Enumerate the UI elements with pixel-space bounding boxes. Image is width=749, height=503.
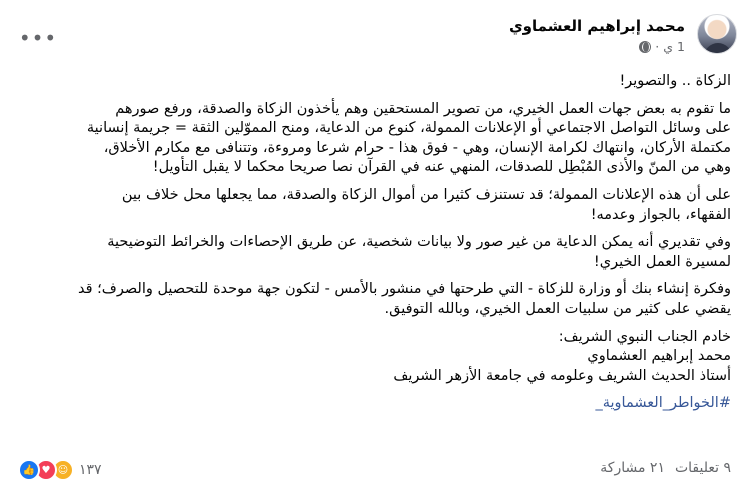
post-paragraph xyxy=(14,186,731,225)
post-content xyxy=(14,72,731,422)
comments-count[interactable]: ٩ تعليقات xyxy=(674,460,731,476)
post-line: على وسائل التواصل الاجتماعي أو الإعلانات الممولة، كنوع من الدعاية، ومنح المموّلين الثقة = جريمة إنسانية xyxy=(86,120,731,137)
post-line: وفكرة إنشاء بنك أو وزارة للزكاة - التي طرحتها في منشور بالأمس - لتكون جهة موحدة للتحصيل والصرف؛ قد xyxy=(78,281,731,298)
post-paragraph xyxy=(14,233,731,272)
author-name[interactable]: محمد إبراهيم العشماوي xyxy=(508,17,685,35)
post-line: خادم الجناب النبوي الشريف: xyxy=(558,328,731,345)
shares-count[interactable]: ٢١ مشاركة xyxy=(600,460,665,476)
like-icon: 👍 xyxy=(18,459,40,481)
love-icon: ♥ xyxy=(35,459,57,481)
post-line: الزكاة .. والتصوير! xyxy=(619,73,731,89)
hashtag-link[interactable]: #الخواطر_العشماوية_ xyxy=(595,395,731,412)
post-title-paragraph xyxy=(14,72,731,92)
meta-separator: · xyxy=(655,39,660,54)
reactions-count: ١٣٧ xyxy=(79,462,102,478)
more-options-button[interactable] xyxy=(20,26,56,50)
post-paragraph xyxy=(14,280,731,319)
care-icon: ☺ xyxy=(52,459,74,481)
post-line: محمد إبراهيم العشماوي xyxy=(587,348,731,365)
post-signature xyxy=(14,328,731,387)
hashtag-paragraph xyxy=(14,394,731,414)
post-time[interactable]: 1 ي xyxy=(663,39,685,54)
more-icon: ••• xyxy=(18,26,58,50)
post-line: على أن هذه الإعلانات الممولة؛ قد تستنزف كثيرا من أموال الزكاة والصدقة، مما يجعلها محل خلاف بين xyxy=(121,186,731,203)
post-line: وفي تقديري أنه يمكن الدعاية من غير صور ولا بيانات شخصية، عن طريق الإحصاءات والخرائط التوضيحية xyxy=(107,234,731,251)
post-line: وهي من المنّ والأذى المُبْطِل للصدقات، المنهي عنه في القرآن نصا صريحا محكما لا يقبل التأويل! xyxy=(152,159,731,176)
globe-icon[interactable] xyxy=(639,41,651,53)
post-header xyxy=(12,14,737,62)
post-line: مكتملة الأركان، وانتهاك لكرامة الإنسان، وهي - فوق هذا - حرام شرعا ومروءة، وتتنافى مع مكارم الأخلاق، xyxy=(103,139,731,156)
post-line: أستاذ الحديث الشريف وعلومه في جامعة الأزهر الشريف xyxy=(393,367,731,384)
reactions-summary[interactable] xyxy=(18,459,102,481)
post-paragraph xyxy=(14,100,731,178)
post-footer xyxy=(18,459,731,485)
post-line: الفقهاء، بالجواز وعدمه! xyxy=(590,206,731,223)
post-line: لمسيرة العمل الخيري! xyxy=(593,253,731,270)
post-line: ما تقوم به بعض جهات العمل الخيري، من تصوير المستحقين وهم يأخذون الزكاة والصدقة، ورفع صورهم xyxy=(115,100,731,117)
post-meta xyxy=(639,39,685,54)
engagement-counts xyxy=(600,460,731,476)
author-avatar[interactable] xyxy=(697,14,737,54)
avatar-figure xyxy=(704,43,732,54)
post-line: يقضي على كثير من سلبيات العمل الخيري، وبالله التوفيق. xyxy=(384,300,731,317)
